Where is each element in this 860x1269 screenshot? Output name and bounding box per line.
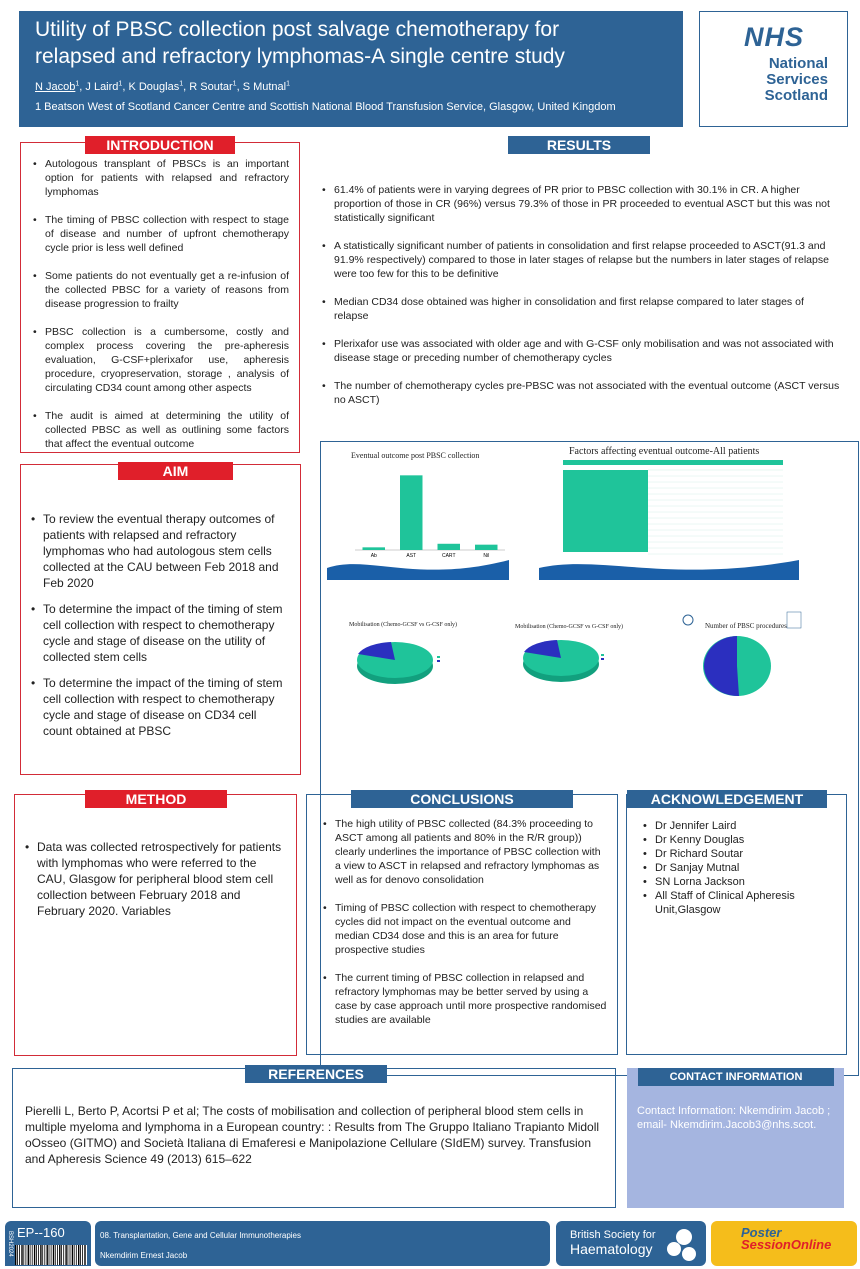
list-item: • Median CD34 dose obtained was higher in consolidation and first relapse compared to later stages of relapse — [320, 295, 840, 323]
nhs-logo-text: NHS — [743, 22, 804, 52]
list-item: • The timing of PBSC collection with respect to stage of disease and number of upfront chemotherapy cycle prior is less well defined — [31, 213, 289, 255]
pie2-graphic — [501, 604, 671, 704]
footer-presenter: Nkemdirim Ernest Jacob — [100, 1251, 188, 1260]
barcode-bar — [68, 1245, 69, 1265]
poster-session-online-logo — [711, 1221, 857, 1266]
list-item: • The high utility of PBSC collected (84.3% proceeding to ASCT among all patients and 80% in the R/R group)) clearly underlines the importance of PBSC collection with a view to ASCT in relapsed and refractory lymphomas as well as for denovo consolidation — [321, 817, 607, 887]
bsh-line-2: Haematology — [570, 1241, 653, 1257]
barcode-bar — [72, 1245, 73, 1265]
x-tick-label: Ab — [370, 553, 377, 559]
barcode-bar — [76, 1245, 77, 1265]
list-item: • Some patients do not eventually get a re-infusion of the collected PBSC for a variety of reasons from disease progression to frailty — [31, 269, 289, 311]
bsh-line-1: British Society for — [570, 1229, 656, 1241]
barcode-bar — [36, 1245, 37, 1265]
bsh-circles-icon — [662, 1225, 700, 1263]
bar-chart-title: Eventual outcome post PBSC collection — [351, 451, 480, 460]
list-item: • Timing of PBSC collection with respect to chemotherapy cycles did not impact on the eventual outcome and median CD34 dose and this is an area for future prospective studies — [321, 901, 607, 957]
barcode-bar — [82, 1245, 83, 1265]
barcode-bar — [74, 1245, 75, 1265]
barcode-bar — [23, 1245, 24, 1265]
author: N Jacob$^1$, — [35, 80, 86, 93]
barcode-bar — [61, 1245, 62, 1265]
list-item: • Data was collected retrospectively for patients with lymphomas who were referred to the CAU, Glasgow for peripheral blood stem cell collection between February 2018 and February 2020. Variables — [23, 839, 286, 919]
footer-info — [95, 1221, 550, 1266]
pie3-graphic — [675, 604, 805, 704]
poster-header — [19, 11, 683, 127]
aim-section — [20, 464, 301, 775]
list-item: • To determine the impact of the timing of stem cell collection with respect to chemotherapy cycle and stage of disease on CD34 cell count obtained at PBSC — [29, 675, 288, 739]
list-item: • Dr Sanjay Mutnal — [641, 861, 840, 875]
barcode-bar — [26, 1245, 27, 1265]
conclusions-section — [306, 791, 618, 1055]
barcode-bar — [80, 1245, 81, 1265]
method-section — [14, 791, 297, 1056]
pie1-title: Mobilisation (Chemo-GCSF vs G-CSF only) — [349, 622, 458, 628]
title-line-2: relapsed and refractory lymphomas-A single centre study — [35, 45, 565, 68]
barcode-bar — [32, 1245, 33, 1265]
barcode-bar — [44, 1245, 45, 1265]
pie2-title: Mobilisation (Chemo-GCSF vs G-CSF only) — [515, 624, 624, 630]
barcode-bar — [63, 1245, 64, 1265]
author-list — [35, 80, 667, 93]
barcode-bar — [65, 1245, 66, 1265]
list-item: • Plerixafor use was associated with older age and with G-CSF only mobilisation and was not associated with disease stage or preceding number of chemotherapy cycles — [320, 337, 840, 365]
barcode-bar — [38, 1245, 39, 1265]
bar — [400, 475, 423, 550]
nhs-subtitle: National Services Scotland — [764, 55, 828, 104]
mobilisation-pie-1 — [327, 604, 497, 704]
x-tick-label: AST — [406, 553, 417, 559]
list-item: • Dr Jennifer Laird — [641, 819, 840, 833]
barcode-bar — [42, 1245, 43, 1265]
list-item: • 61.4% of patients were in varying degrees of PR prior to PBSC collection with 30.1% in CR. A higher proportion of those in CR (96%) versus 79.3% of those in PR proceeded to eventual ASCT but this was not statistically significant — [320, 183, 840, 225]
list-item: • The audit is aimed at determining the utility of collected PBSC as well as outlining some factors that affect the eventual outcome — [31, 409, 289, 451]
barcode-bar — [51, 1245, 52, 1265]
x-tick-label: CART — [441, 553, 456, 559]
references-section — [12, 1068, 616, 1208]
poster-code: EP--160 — [17, 1225, 65, 1240]
aim-heading: AIM — [118, 462, 233, 480]
contact-text: Contact Information: Nkemdirim Jacob ; email- Nkemdirim.Jacob3@nhs.scot. — [637, 1105, 831, 1131]
poster-title — [35, 16, 667, 70]
wave-decoration — [327, 554, 509, 580]
pbsc-procedures-pie — [675, 604, 805, 704]
barcode-bar — [53, 1245, 54, 1265]
barcode-bar — [34, 1245, 35, 1265]
list-item: • To determine the impact of the timing of stem cell collection with respect to chemotherapy cycle and stage of disease on the utility of collected stem cells — [29, 601, 288, 665]
list-item: • All Staff of Clinical Apheresis Unit,Glasgow — [641, 889, 840, 917]
barcode-bar — [49, 1245, 50, 1265]
references-heading: REFERENCES — [245, 1065, 387, 1083]
title-line-1: Utility of PBSC collection post salvage chemotherapy for — [35, 18, 560, 41]
author: J Laird$^1$, — [85, 80, 129, 93]
poster-code-box — [5, 1221, 91, 1266]
barcode-icon — [15, 1245, 87, 1265]
barcode-bar — [15, 1245, 16, 1265]
barcode-bar — [21, 1245, 22, 1265]
pie3-title: Number of PBSC procedures — [705, 622, 787, 630]
barcode-bar — [59, 1245, 60, 1265]
acknowledgement-heading: ACKNOWLEDGEMENT — [627, 790, 827, 808]
list-item: • Dr Kenny Douglas — [641, 833, 840, 847]
contact-heading: CONTACT INFORMATION — [638, 1068, 834, 1086]
mobilisation-pie-2 — [501, 604, 671, 704]
pso-text: Poster SessionOnline — [741, 1225, 832, 1252]
author: K Douglas$^1$, — [128, 80, 190, 93]
barcode-bar — [70, 1245, 71, 1265]
wave-decoration — [539, 554, 799, 580]
author: S Mutnal$^1$ — [242, 80, 291, 93]
affiliation: 1 Beatson West of Scotland Cancer Centre and Scottish National Blood Transfusion Service, Glasgow, United Kingdom — [35, 100, 616, 113]
contact-section — [627, 1068, 844, 1208]
list-item: • A statistically significant number of patients in consolidation and first relapse proceeded to ASCT(91.3 and 91.9% respectively) compared to those in later stages of relapse but the numbers in later stages of relapse were too few for this to be definitive — [320, 239, 840, 281]
side-code: BSH2024 — [7, 1231, 13, 1257]
barcode-bar — [30, 1245, 31, 1265]
results-list — [320, 183, 840, 421]
acknowledgement-section — [626, 791, 847, 1055]
bar — [475, 545, 498, 550]
barcode-bar — [28, 1245, 29, 1265]
nhs-logo-box — [699, 11, 848, 127]
introduction-heading: INTRODUCTION — [85, 136, 235, 154]
barcode-bar — [57, 1245, 58, 1265]
barcode-bar — [55, 1245, 56, 1265]
author: R Soutar$^1$, — [189, 80, 243, 93]
barcode-bar — [84, 1245, 85, 1265]
barcode-bar — [47, 1245, 48, 1265]
x-tick-label: Nil — [483, 553, 490, 559]
barcode-bar — [17, 1245, 18, 1265]
bar — [438, 544, 461, 550]
list-item: • Autologous transplant of PBSCs is an important option for patients with relapsed and refractory lymphomas — [31, 157, 289, 199]
list-item: • The current timing of PBSC collection in relapsed and refractory lymphomas may be better served by using a case by case approach until more prospective randomised studies are available — [321, 971, 607, 1027]
conclusions-heading: CONCLUSIONS — [351, 790, 573, 808]
table-title: Factors affecting eventual outcome-All patients — [569, 446, 760, 457]
pie1-graphic — [327, 604, 497, 704]
footer-category: 08. Transplantation, Gene and Cellular Immunotherapies — [100, 1231, 302, 1240]
bar — [363, 547, 386, 550]
list-item: • Dr Richard Soutar — [641, 847, 840, 861]
barcode-bar — [78, 1245, 79, 1265]
bsh-logo — [556, 1221, 706, 1266]
list-item: • The number of chemotherapy cycles pre-PBSC was not associated with the eventual outcome (ASCT versus no ASCT) — [320, 379, 840, 407]
results-heading: RESULTS — [508, 136, 650, 154]
method-heading: METHOD — [85, 790, 227, 808]
barcode-bar — [40, 1245, 41, 1265]
introduction-section — [20, 137, 300, 453]
barcode-bar — [19, 1245, 20, 1265]
list-item: • To review the eventual therapy outcomes of patients with relapsed and refractory lymphomas who had autologous stem cells collected at the CAU between Feb 2018 and Feb 2020 — [29, 511, 288, 591]
list-item: • PBSC collection is a cumbersome, costly and complex process covering the pre-apheresis evaluation, G-CSF+plerixafor use, apheresis procedure, cryopreservation, storage , analysis of circulating CD34 count among other aspects — [31, 325, 289, 395]
reference-text: Pierelli L, Berto P, Acortsi P et al; The costs of mobilisation and collection of peripheral blood stem cells in multiple myeloma and lymphoma in a European country: : Results from The Gruppo Italiano Trapianto Midoll oOsseo (GITMO) and Società Italiana di Emaferesi e Manipolazione Cellulare (SIdEM) survey. Transfusion and Apheresis Science 49 (2013) 615–622 — [25, 1104, 600, 1166]
list-item: • SN Lorna Jackson — [641, 875, 840, 889]
